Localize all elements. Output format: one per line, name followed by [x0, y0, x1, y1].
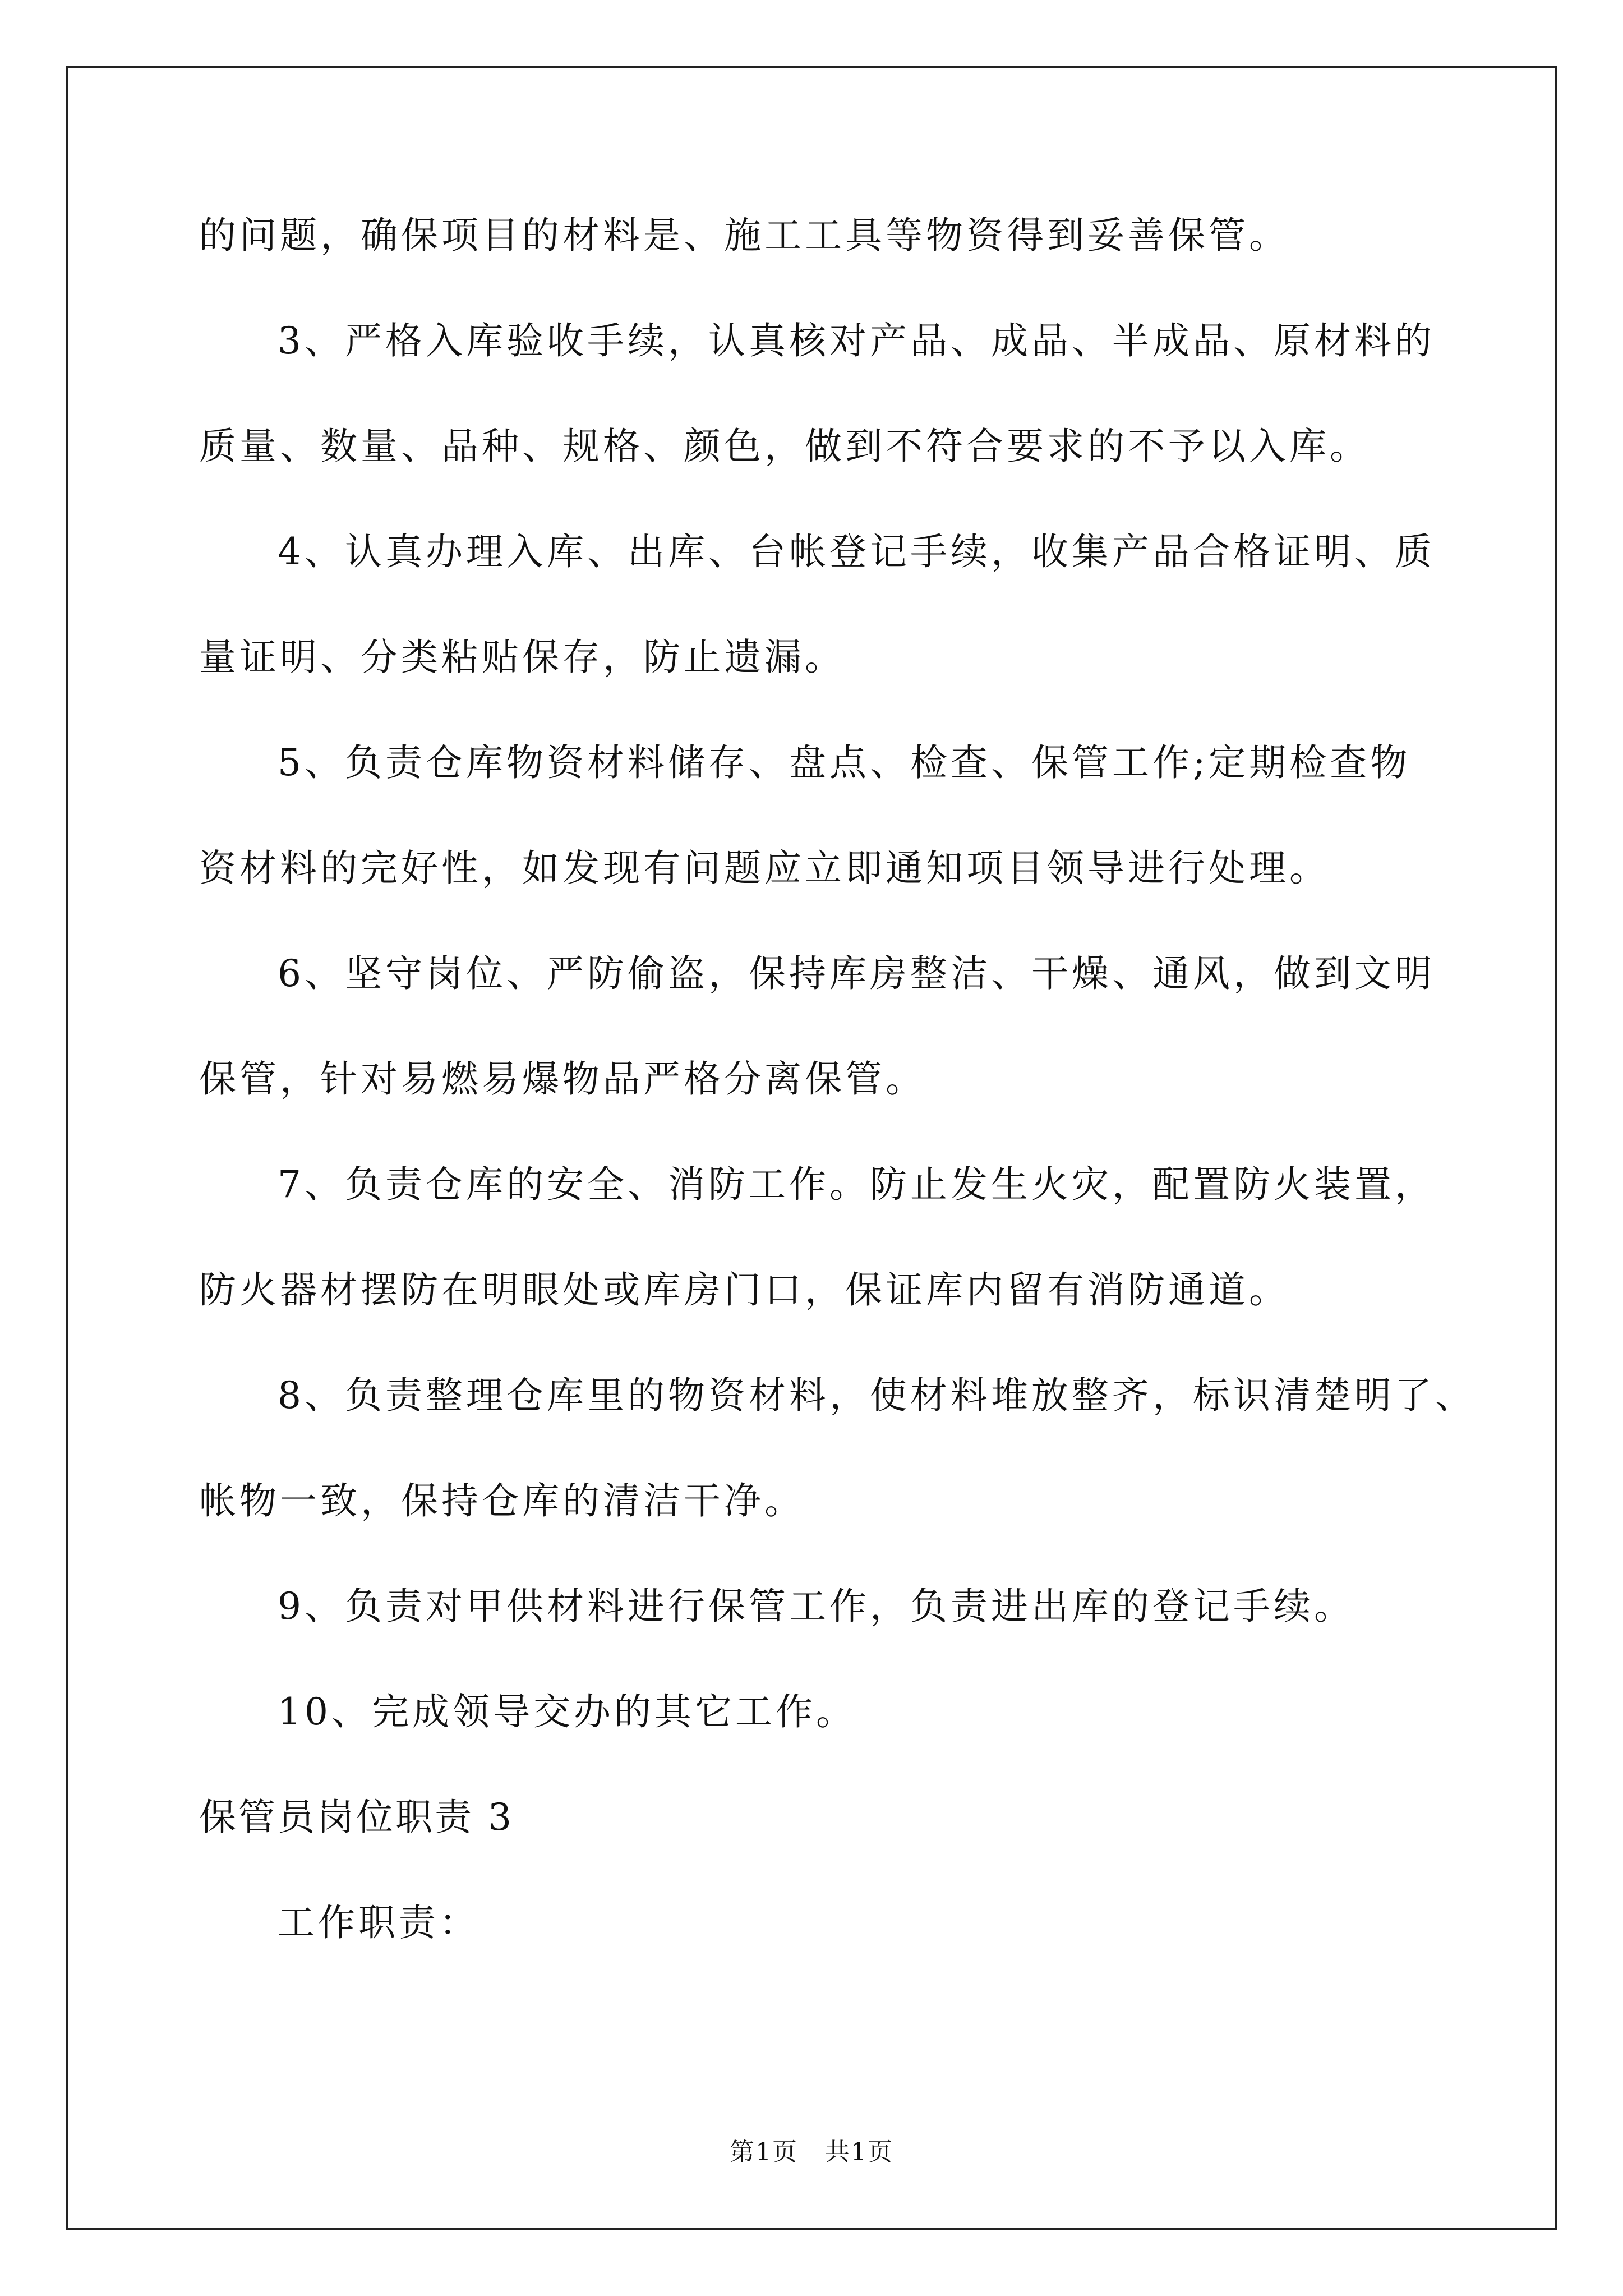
paragraph-line: 帐物一致，保持仓库的清洁干净。	[199, 1479, 805, 1522]
paragraph-line: 3、严格入库验收手续，认真核对产品、成品、半成品、原材料的	[278, 319, 1435, 362]
sub-heading: 工作职责：	[278, 1901, 479, 1944]
paragraph-line: 资材料的完好性，如发现有问题应立即通知项目领导进行处理。	[199, 846, 1330, 890]
paragraph-line: 6、坚守岗位、严防偷盗，保持库房整洁、干燥、通风，做到文明	[278, 952, 1435, 995]
document-body	[199, 208, 1476, 2000]
paragraph-line: 9、负责对甲供材料进行保管工作，负责进出库的登记手续。	[278, 1585, 1354, 1628]
page-footer: 第1页 共1页	[730, 2138, 893, 2166]
paragraph-line: 4、认真办理入库、出库、台帐登记手续，收集产品合格证明、质	[278, 530, 1435, 573]
paragraph-line: 8、负责整理仓库里的物资材料，使材料堆放整齐，标识清楚明了、	[278, 1374, 1476, 1417]
paragraph-line: 7、负责仓库的安全、消防工作。防止发生火灾，配置防火装置，	[278, 1163, 1435, 1206]
paragraph-line: 量证明、分类粘贴保存，防止遗漏。	[199, 636, 845, 679]
paragraph-line: 防火器材摆防在明眼处或库房门口，保证库内留有消防通道。	[199, 1268, 1289, 1312]
paragraph-line: 10、完成领导交办的其它工作。	[278, 1690, 856, 1733]
paragraph-line: 的问题，确保项目的材料是、施工工具等物资得到妥善保管。	[199, 214, 1289, 257]
paragraph-line: 5、负责仓库物资材料储存、盘点、检查、保管工作;定期检查物	[278, 741, 1411, 784]
paragraph-line: 保管，针对易燃易爆物品严格分离保管。	[199, 1057, 926, 1101]
section-heading: 保管员岗位职责 3	[199, 1796, 514, 1839]
paragraph-line: 质量、数量、品种、规格、颜色，做到不符合要求的不予以入库。	[199, 425, 1370, 468]
